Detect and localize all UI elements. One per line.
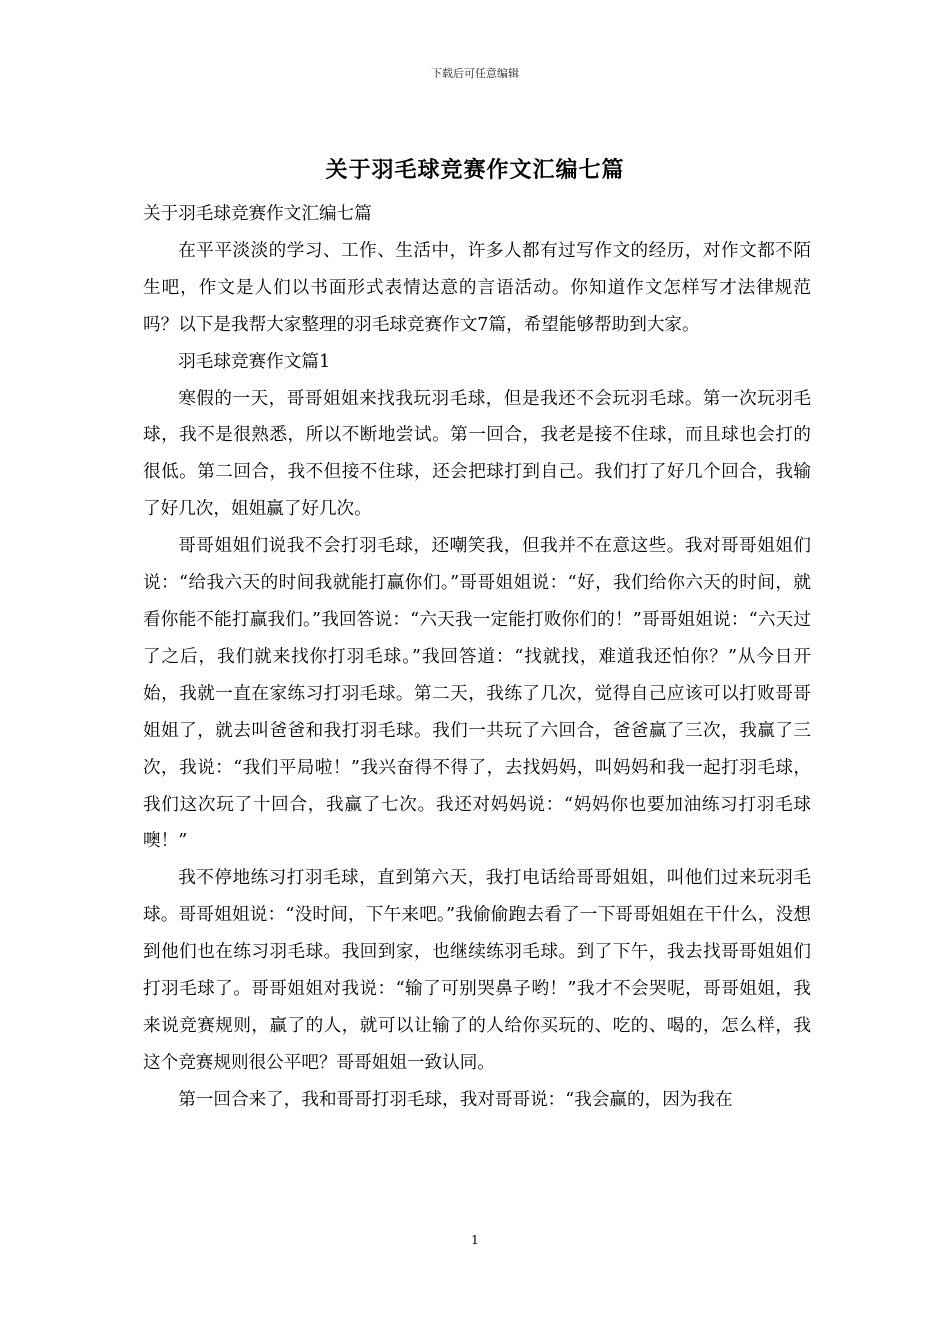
document-title: 关于羽毛球竞赛作文汇编七篇 (325, 157, 625, 183)
body-paragraph: 寒假的一天，哥哥姐姐来找我玩羽毛球，但是我还不会玩羽毛球。第一次玩羽毛球，我不是很熟悉，所以不断地尝试。第一回合，我老是接不住球，而且球也会打的很低。第二回合，我不但接不住球，还会把球打到自己。我们打了好几个回合，我输了好几次，姐姐赢了好几次。 (143, 388, 811, 520)
page-header-note: 下载后可任意编辑 (431, 67, 519, 80)
body-paragraph: 第一回合来了，我和哥哥打羽毛球，我对哥哥说：“我会赢的，因为我在 (178, 1089, 733, 1110)
document-body (143, 196, 811, 1119)
page-number: 1 (471, 1233, 479, 1247)
section-heading: 羽毛球竞赛作文篇1 (178, 351, 331, 372)
body-paragraph: 哥哥姐姐们说我不会打羽毛球，还嘲笑我，但我并不在意这些。我对哥哥姐姐们说：“给我六天的时间我就能打赢你们。”哥哥姐姐说：“好，我们给你六天的时间，就看你能不能打赢我们。”我回答说：“六天我一定能打败你们的！”哥哥姐姐说：“六天过了之后，我们就来找你打羽毛球。”我回答道：“找就找，难道我还怕你？”从今日开始，我就一直在家练习打羽毛球。第二天，我练了几次，觉得自己应该可以打败哥哥姐姐了，就去叫爸爸和我打羽毛球。我们一共玩了六回合，爸爸赢了三次，我赢了三次，我说：“我们平局啦！”我兴奋得不得了，去找妈妈，叫妈妈和我一起打羽毛球，我们这次玩了十回合，我赢了七次。我还对妈妈说：“妈妈你也要加油练习打羽毛球噢！” (143, 536, 811, 852)
subtitle-line: 关于羽毛球竞赛作文汇编七篇 (143, 204, 372, 224)
body-paragraph: 我不停地练习打羽毛球，直到第六天，我打电话给哥哥姐姐，叫他们过来玩羽毛球。哥哥姐姐说：“没时间，下午来吧。”我偷偷跑去看了一下哥哥姐姐在干什么，没想到他们也在练习羽毛球。我回到家，也继续练羽毛球。到了下午，我去找哥哥姐姐们打羽毛球了。哥哥姐姐对我说：“输了可别哭鼻子哟！”我才不会哭呢，哥哥姐姐，我来说竞赛规则，赢了的人，就可以让输了的人给你买玩的、吃的、喝的，怎么样，我这个竞赛规则很公平吧？哥哥姐姐一致认同。 (143, 868, 811, 1073)
intro-paragraph: 在平平淡淡的学习、工作、生活中，许多人都有过写作文的经历，对作文都不陌生吧，作文是人们以书面形式表情达意的言语活动。你知道作文怎样写才法律规范吗？以下是我帮大家整理的羽毛球竞赛作文7篇，希望能够帮助到大家。 (143, 240, 811, 335)
